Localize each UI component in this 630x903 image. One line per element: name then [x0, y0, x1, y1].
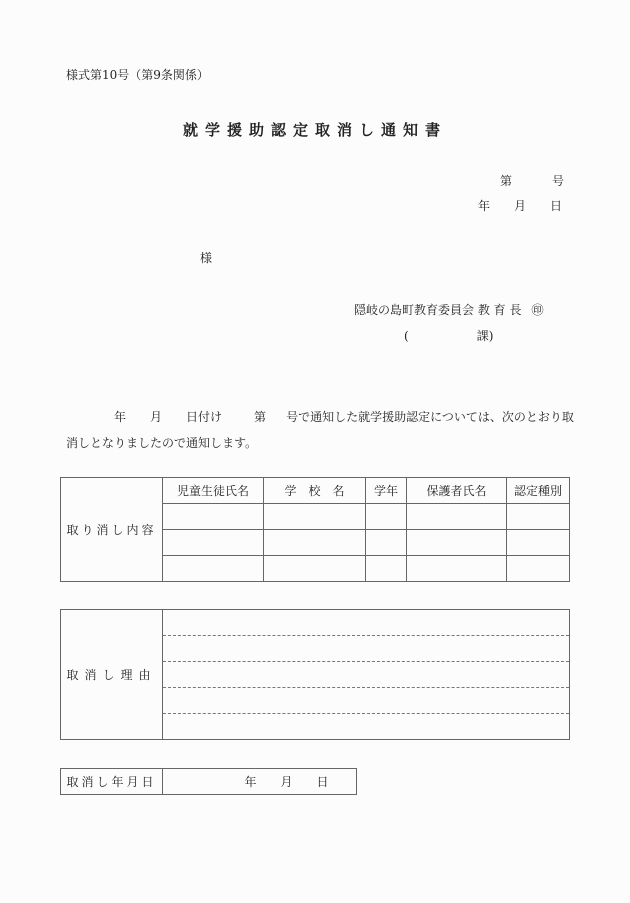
col-grade: 学年	[366, 478, 407, 504]
issuer	[354, 301, 543, 318]
dept-close: 課)	[476, 329, 494, 343]
body-text: 号で通知した就学援助認定については、次のとおり取消しとなりましたので通知します。	[66, 410, 574, 450]
cancel-year: 年	[244, 775, 257, 789]
cancel-month: 月	[280, 775, 293, 789]
reason-line[interactable]	[163, 662, 570, 688]
issue-year: 年	[478, 199, 491, 213]
cell-student-name[interactable]	[163, 556, 264, 582]
cancel-details-label: 取り消し内容	[61, 478, 163, 582]
cell-student-name[interactable]	[163, 504, 264, 530]
cell-grade[interactable]	[366, 530, 407, 556]
cell-school-name[interactable]	[264, 556, 366, 582]
issue-day: 日	[550, 199, 563, 213]
seal-mark: ㊞	[531, 303, 544, 317]
document-number	[500, 172, 564, 189]
notice-body	[66, 404, 576, 456]
col-certification-type: 認定種別	[507, 478, 570, 504]
issue-date	[478, 197, 562, 214]
body-number-prefix: 第	[254, 410, 267, 424]
col-guardian-name: 保護者氏名	[407, 478, 507, 504]
cancel-date-field[interactable]	[163, 769, 357, 795]
department	[404, 327, 493, 344]
cell-guardian-name[interactable]	[407, 530, 507, 556]
body-day: 日付け	[186, 410, 223, 424]
col-school-name: 学 校 名	[264, 478, 366, 504]
body-month: 月	[150, 410, 163, 424]
cell-school-name[interactable]	[264, 530, 366, 556]
cell-guardian-name[interactable]	[407, 556, 507, 582]
reason-line[interactable]	[163, 636, 570, 662]
cancel-reason-table	[60, 609, 570, 740]
cancel-reason-label: 取消し理由	[61, 610, 163, 740]
issuer-name: 隠岐の島町教育委員会 教 育 長	[354, 303, 522, 317]
cancel-details-table	[60, 477, 570, 582]
issue-month: 月	[514, 199, 527, 213]
col-student-name: 児童生徒氏名	[163, 478, 264, 504]
cancel-date-table	[60, 768, 357, 795]
cell-school-name[interactable]	[264, 504, 366, 530]
dept-open: (	[404, 329, 409, 343]
number-prefix: 第	[500, 174, 513, 188]
cancel-date-label: 取消し年月日	[61, 769, 163, 795]
reason-line[interactable]	[163, 714, 570, 740]
table-header-row	[61, 478, 570, 504]
cell-grade[interactable]	[366, 504, 407, 530]
cell-certification-type[interactable]	[507, 530, 570, 556]
cell-grade[interactable]	[366, 556, 407, 582]
reason-line[interactable]	[163, 610, 570, 636]
cell-certification-type[interactable]	[507, 556, 570, 582]
document-title: 就学援助認定取消し通知書	[182, 121, 447, 139]
cell-certification-type[interactable]	[507, 504, 570, 530]
form-number: 様式第10号（第9条関係）	[66, 68, 209, 82]
reason-line[interactable]	[163, 688, 570, 714]
number-suffix: 号	[552, 174, 565, 188]
addressee-honorific: 様	[200, 251, 213, 265]
cell-student-name[interactable]	[163, 530, 264, 556]
cell-guardian-name[interactable]	[407, 504, 507, 530]
body-year: 年	[114, 410, 127, 424]
cancel-day: 日	[316, 775, 329, 789]
